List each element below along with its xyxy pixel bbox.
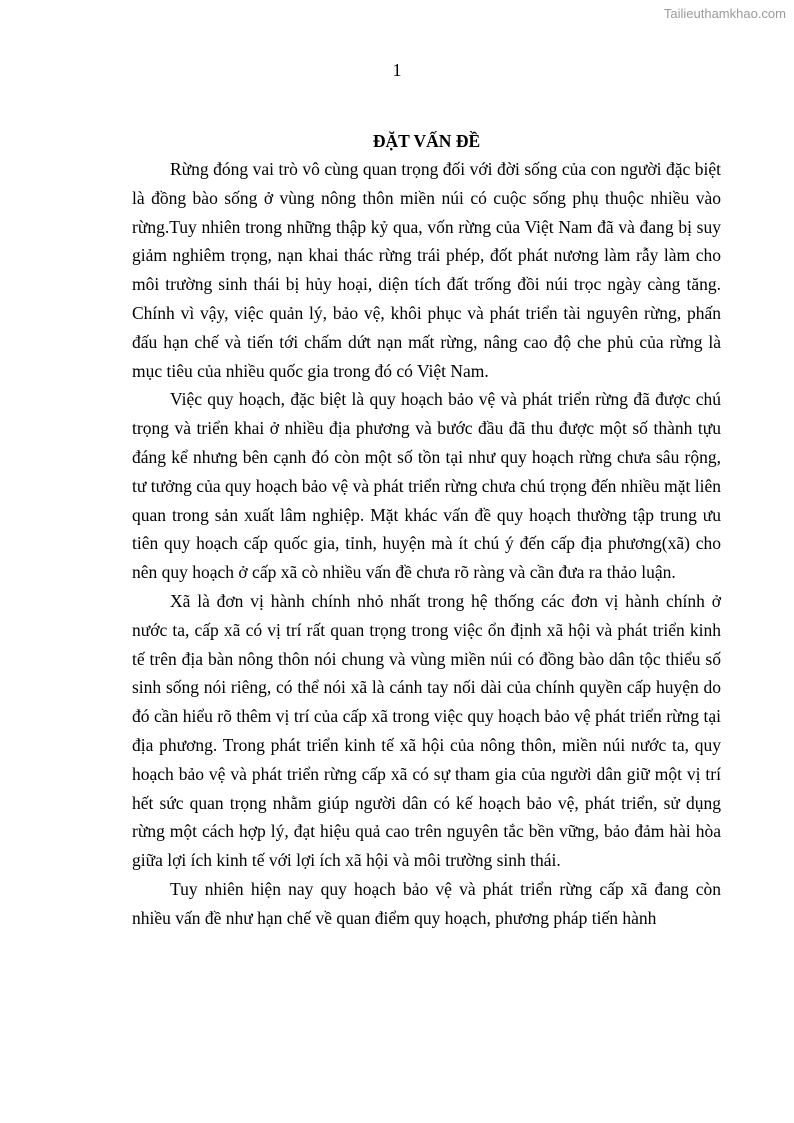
paragraph-4: Tuy nhiên hiện nay quy hoạch bảo vệ và phát triển rừng cấp xã đang còn nhiều vấn đề như hạn chế về quan điểm quy hoạch, phương pháp tiến hành: [132, 878, 721, 928]
page-number: 1: [392, 60, 402, 80]
paragraph-1: Rừng đóng vai trò vô cùng quan trọng đối với đời sống của con người đặc biệt là đồng bào sống ở vùng nông thôn miền núi có cuộc sống phụ thuộc nhiều vào rừng.Tuy nhiên trong những thập kỷ qua, vốn rừng của Việt Nam đã và đang bị suy giảm nghiêm trọng, nạn khai thác rừng trái phép, đốt phát nương làm rẫy làm cho môi trường sinh thái bị hủy hoại, diện tích đất trống đồi núi trọc ngày càng tăng. Chính vì vậy, việc quản lý, bảo vệ, khôi phục và phát triển tài nguyên rừng, phấn đấu hạn chế và tiến tới chấm dứt nạn mất rừng, nâng cao độ che phủ của rừng là mục tiêu của nhiều quốc gia trong đó có Việt Nam.: [132, 159, 721, 381]
paragraph-2: Việc quy hoạch, đặc biệt là quy hoạch bảo vệ và phát triển rừng đã được chú trọng và triển khai ở nhiều địa phương và bước đầu đã thu được một số thành tựu đáng kể nhưng bên cạnh đó còn một số tồn tại như quy hoạch rừng chưa sâu rộng, tư tưởng của quy hoạch bảo vệ và phát triển rừng chưa chú trọng đến nhiều mặt liên quan trong sản xuất lâm nghiệp. Mặt khác vấn đề quy hoạch thường tập trung ưu tiên quy hoạch cấp quốc gia, tỉnh, huyện mà ít chú ý đến cấp địa phương(xã) cho nên quy hoạch ở cấp xã cò nhiều vấn đề chưa rõ ràng và cần đưa ra thảo luận.: [132, 389, 721, 583]
section-title: ĐẶT VẤN ĐỀ: [372, 131, 481, 151]
document-body: [132, 128, 721, 933]
watermark-text: Tailieuthamkhao.com: [663, 6, 786, 21]
paragraph-3: Xã là đơn vị hành chính nhỏ nhất trong hệ thống các đơn vị hành chính ở nước ta, cấp xã có vị trí rất quan trọng trong việc ổn định xã hội và phát triển kinh tế trên địa bàn nông thôn nói chung và vùng miền núi có đồng bào dân tộc thiểu số sinh sống nói riêng, có thể nói xã là cánh tay nối dài của chính quyền cấp huyện do đó cần hiểu rõ thêm vị trí của cấp xã trong việc quy hoạch bảo vệ phát triển rừng tại địa phương. Trong phát triển kinh tế xã hội của nông thôn, miền núi nước ta, quy hoạch bảo vệ và phát triển rừng cấp xã có sự tham gia của người dân giữ một vị trí hết sức quan trọng nhằm giúp người dân có kế hoạch bảo vệ, phát triển, sử dụng rừng một cách hợp lý, đạt hiệu quả cao trên nguyên tắc bền vững, bảo đảm hài hòa giữa lợi ích kinh tế với lợi ích xã hội và môi trường sinh thái.: [132, 590, 721, 871]
